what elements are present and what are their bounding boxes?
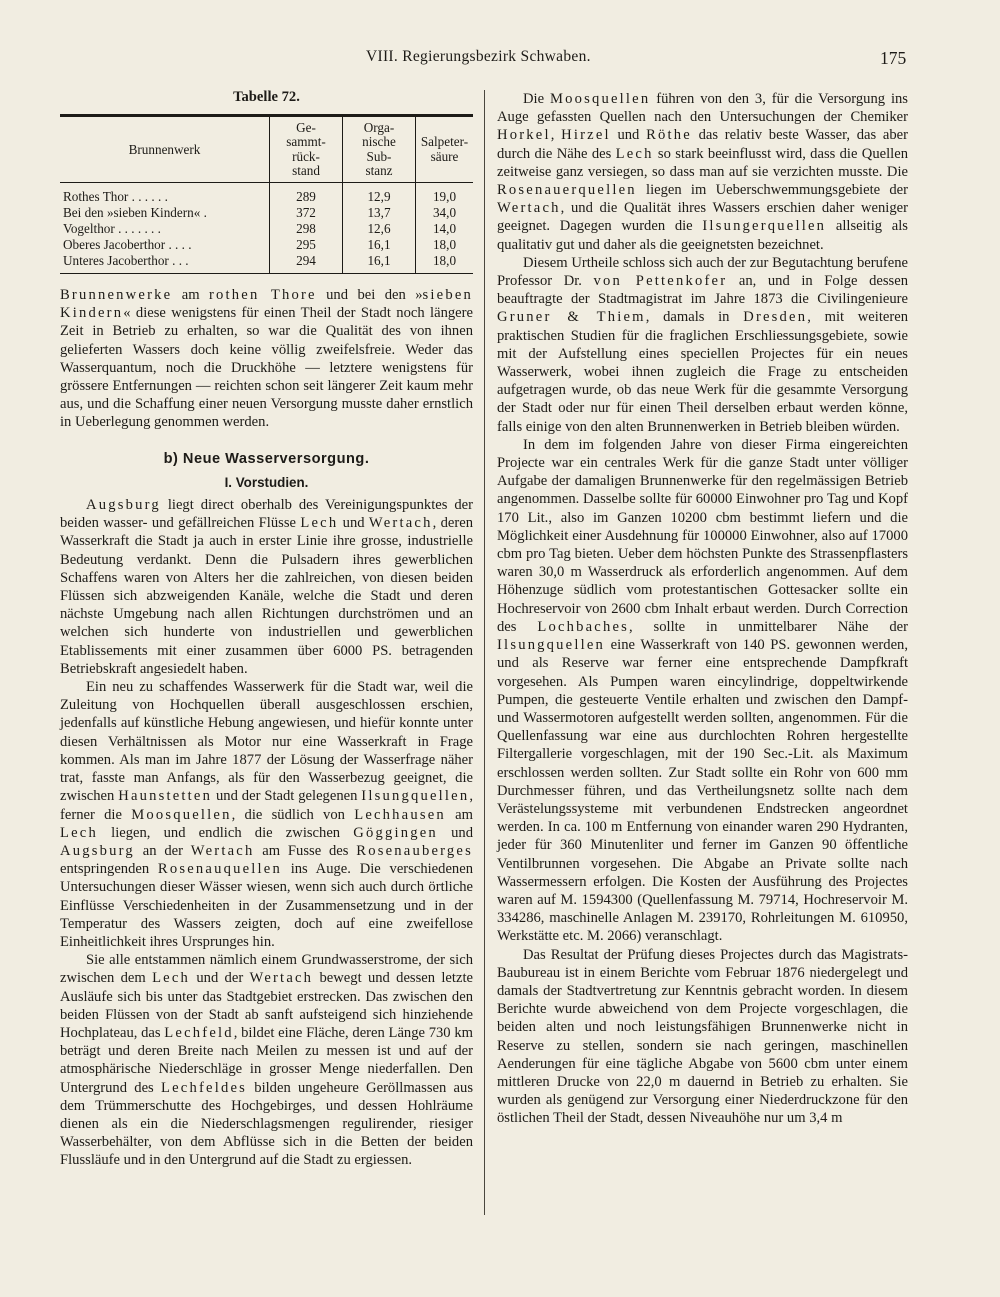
text-run: , bildet eine Fläche, deren Länge 730 km beträgt und deren Breite nach Meilen zu messen ist und auf der atmosphärische Niederschläge in grosser Menge niederfallen. Den Untergrund des [60,1024,473,1096]
text-run: In dem im folgenden Jahre von dieser Firma eingereichten Projecte war ein centrales Werk für die ganze Stadt unter völliger Aufgabe der damaligen Brunnenwerke für den regelmässigen Betrieb angenommen. Dasselbe sollte für 60000 Einwohner pro Tag und Kopf 170 Lit., also im Ganzen 10200 cbm bestimmt liefern und die Möglichkeit einer Ausdehnung für 100000 Einwohner, also auf 17000 cbm pro Tag bieten. Ueber dem höchsten Punkte des Strassenpflasters waren 30,0 m Wasserdruck als erforderlich angenommen. Auf dem Höhenzuge südlich vom protestantischen Gottesacker sollte ein Hochreservoir von 2600 cbm Inhalt erbaut werden. Durch Correction des [497,436,908,635]
text-run: und der [190,970,250,987]
spaced-term: Hirzel [561,127,611,144]
table-header-row [60,116,473,183]
text-run: bewegt und dessen letzte Ausläufe sich bis unter das Stadtgebiet erstrecken. Das zwischen den beiden Flüssen von der Stadt ab sanft aufsteigend sich hinziehende Hochplateau, das [60,970,473,1041]
cell-salpetersaeure: 14,0 [416,221,474,237]
text-run: bilden ungeheure Geröllmassen aus dem Trümmerschutte des Hochgebirges, und dessen Hohlräume dienen als ein die Niederschlagsmengen regulirender, riesiger Wasserbehälter, von dem Abflüsse sich in die Betten der beiden Flussläufe und in den Untergrund auf die Stadt zu ergiessen. [60,1079,474,1169]
spaced-term: Ilsungquellen [497,637,606,654]
right-column [497,90,908,1128]
cell-brunnenwerk: Vogelthor . . . . . . . [63,220,161,236]
spaced-term: Wertach [249,970,314,987]
column-header: Ge- sammt- rück- stand [270,116,343,183]
column-header: Brunnenwerk [60,116,270,183]
paragraph [60,286,473,432]
text-run: entspringenden [60,861,158,878]
text-run: und [610,127,647,144]
spaced-term: Rosenauberges [356,842,473,859]
text-run: so stark beeinflusst wird, dass die Quellen zeitweise ganz versiegen, so dass man auf sie verzichten musste. Die [497,145,908,180]
cell-organische-substanz: 16,1 [343,237,416,253]
text-run: Die [523,91,550,107]
spaced-term: Rosenauquellen [157,861,282,878]
text-run: Ein neu zu schaffendes Wasserwerk für die Stadt war, weil die Zuleitung von Hochquellen überall ausgeschlossen erschien, jedenfalls auf künstliche Hebung angewiesen, und hiefür konnte unter diesen Verhältnissen als Motor nur eine Wasserkraft in Frage kommen. Als man im Jahre 1877 der Lösung der Wasserfrage näher trat, fasste man Anfangs, als für den Wasserbezug geeignet, die zwischen [60,679,473,805]
spaced-term: Wertach [368,515,433,532]
spaced-term: Brunnenwerke [60,287,173,304]
cell-organische-substanz: 16,1 [343,253,416,274]
text-run: das relativ beste Wasser, das aber durch die Nähe des [497,127,909,162]
text-run: Diesem Urtheile schloss sich auch der zur Begutachtung berufene Professor Dr. [497,254,908,290]
paragraph [497,90,908,254]
spaced-term: Wertach [497,200,561,217]
left-column [60,88,473,1170]
cell-brunnenwerk: Rothes Thor . . . . . . [63,188,168,204]
text-run: am [445,806,473,823]
cell-organische-substanz: 13,7 [343,205,416,221]
text-run: , die südlich von [231,806,355,823]
spaced-term: Moosquellen [131,806,232,823]
spaced-term: Horkel [497,127,551,144]
spaced-term: von Pettenkofer [593,273,728,290]
cell-gesammtrueckstand: 289 [270,183,343,206]
spaced-term: Dresden [743,309,808,326]
text-run: allseitig als qualitativ gut und daher als die geeignetsten bezeichnet. [497,218,908,253]
text-run: , und die Qualität ihres Wassers erschien daher weniger geeignet. Dagegen wurden die [497,200,908,235]
spaced-term: Lech [300,515,339,532]
paragraph [497,254,908,436]
text-run: am Fusse des [254,842,357,859]
column-header: Salpeter- säure [416,116,474,183]
spaced-term: Lechfeld [164,1024,234,1041]
text-run: und [338,515,369,532]
table-row [60,237,473,253]
spaced-term: Ilsungquellen [361,788,470,805]
spaced-term: Lechfeldes [161,1079,248,1096]
text-run: « diese wenigstens für einen Theil der Stadt noch längere Zeit in Betrieb zu erhalten, so war die Qualität des von ihnen gelieferten Wassers doch keine völlig zweifelsfreie. Weder das Wasserquantum, noch die Druckhöhe — letztere wenigstens für grössere Entfernungen — reichten schon seit längerer Zeit kaum mehr aus, und die Schaffung einer neuen Versorgung musste daher ernstlich in Ueberlegung genommen werden. [60,305,473,431]
cell-salpetersaeure: 34,0 [416,205,474,221]
text-run: liegen im Ueberschwemmungsgebiete der [636,182,908,199]
spaced-term: Rosenauerquellen [497,182,637,199]
column-divider [484,90,485,1215]
cell-brunnenwerk: Oberes Jacoberthor . . . . [63,236,192,252]
text-run: liegt direct oberhalb des Vereinigungspunktes der beiden wasser- und gefällreichen Flüsse [60,497,473,532]
text-run: ins Auge. Die verschiedenen Untersuchungen dieser Wässer wiesen, wenn sich auch durch örtliche Einflüsse Verschiedenheiten in der Zusammensetzung und in der Temperatur des Wassers zeigten, doch auf eine zweifellose Einheitlichkeit ihres Ursprunges hin. [60,861,473,950]
subsection-heading: I. Vorstudien. [224,474,309,490]
spaced-term: Lech [615,145,654,162]
cell-gesammtrueckstand: 295 [270,237,343,253]
cell-brunnenwerk: Unteres Jacoberthor . . . [63,252,189,268]
spaced-term: Röthe [646,127,692,144]
text-run: am [172,287,209,304]
paragraph [60,951,473,1169]
spaced-term: Moosquellen [549,91,651,107]
cell-gesammtrueckstand: 298 [270,221,343,237]
text-run: , ferner die [60,788,473,823]
running-header: VIII. Regierungsbezirk Schwaben. [366,48,591,65]
cell-salpetersaeure: 18,0 [416,253,474,274]
table-row [60,221,473,237]
text-run: , deren Wasserkraft die Stadt ja auch in erster Linie ihre grosse, industrielle Bedeutung verdankt. Denn die Pulsadern ihres gewerblichen Schaffens waren von Alters her die zahlreichen, von diesen beiden Flüssen sich abzweigenden Kanäle, welche die Stadt und deren nächste Umgebung nach allen Richtungen durchströmen und an welchen sich hunderte von industriellen und gewerblichen Etablissements mit einer zusammen über 6000 PS. betragenden Betriebskraft angesiedelt haben. [60,515,473,677]
spaced-term: Augsburg [60,842,135,859]
spaced-term: rothen Thore [209,287,317,304]
spaced-term: Haunstetten [118,788,213,805]
spaced-term: Wertach [190,842,255,859]
paragraph [60,496,473,678]
text-run: an, und in Folge dessen beauftragte der Stadtmagistrat im Jahre 1873 die Civilingenieure [497,273,908,308]
cell-gesammtrueckstand: 294 [270,253,343,274]
spaced-term: Augsburg [86,497,161,514]
text-run: , mit weiteren praktischen Studien für die fraglichen Erschliessungsgebiete, sowie mit der Aufstellung eines speciellen Projectes für ein neues Wasserwerk, wobei ihnen zugleich die Frage zu entscheiden aufgetragen wurde, ob das neue Werk für die gesammte Versorgung der Stadt oder nur für einen Theil derselben erbaut werden könne, falls einige von den alten Brunnenwerken in Betrieb bleiben würden. [497,309,908,435]
cell-brunnenwerk: Bei den »sieben Kindern« . [63,204,207,220]
spaced-term: sieben Kindern [60,287,473,322]
spaced-term: Lech [60,824,98,841]
spaced-term: Ilsungerquellen [702,218,827,235]
spaced-term: Lochbaches [537,618,630,635]
text-run: , [550,127,562,144]
spaced-term: Gruner & Thiem [497,309,646,326]
cell-salpetersaeure: 18,0 [416,237,474,253]
cell-organische-substanz: 12,9 [343,183,416,206]
table-row [60,253,473,274]
spaced-term: Lechhausen [354,806,446,823]
paragraph [497,436,908,946]
text-run: führen von den 3, für die Versorgung ins Auge gefassten Quellen nach den Untersuchungen der Chemiker [497,91,908,126]
spaced-term: Lech [152,970,191,987]
paragraph [60,678,473,951]
cell-salpetersaeure: 19,0 [416,183,474,206]
page-number: 175 [880,48,907,68]
text-run: liegen, und endlich die zwischen [97,824,354,841]
text-run: und bei den » [316,287,423,304]
paragraph: Das Resultat der Prüfung dieses Projectes durch das Magistrats-Baubureau ist in einem Berichte vom Februar 1876 niedergelegt und damals der Stadtvertretung zur Kenntnis gebracht worden. In diesem Berichte wurde abweichend von dem Projecte vorgeschlagen, die beiden alten und noch leistungsfähigen Brunnenwerke nicht in Reserve zu stellen, sondern sie nach geringen, maschinellen Aenderungen für eine tägliche Abgabe von 5600 cbm unter einem mittleren Drucke von 22,0 m dauernd in Betrieb zu erhalten. Sie wurden als genügend zur Versorgung einer Niederdruckzone für den östlichen Theil der Stadt, dessen Niveauhöhe nur um 3,4 m [497,946,908,1127]
text-run: Sie alle entstammen nämlich einem Grundwasserstrome, der sich zwischen dem [60,952,473,987]
cell-gesammtrueckstand: 372 [270,205,343,221]
text-run: , sollte in unmittelbarer Nähe der [629,618,908,635]
spaced-term: Göggingen [353,824,438,841]
text-run: an der [134,842,191,859]
table-row [60,205,473,221]
text-run: und [437,824,473,841]
table-title: Tabelle 72. [233,89,300,105]
cell-organische-substanz: 12,6 [343,221,416,237]
text-run: und der Stadt gelegenen [212,788,362,805]
water-analysis-table [60,114,473,274]
column-header: Orga- nische Sub- stanz [343,116,416,183]
table-row [60,183,473,206]
text-run: eine Wasserkraft von 140 PS. gewonnen werden, und als Reserve war ferner eine entsprechende Dampfkraft vorgesehen. Als Pumpen waren eincylindrige, doppeltwirkende Pumpen, die gesteuerte Ventile erhalten und zwischen den Dampf- und Wassermotoren aufgestellt werden sollten, angenommen. Für die Quellenfassung war eine aus durchlochten Rohren hergestellte Filtergallerie vorgeschlagen, mit der 190 Sec.-Lit. als Maximum erschlossen werden sollten. Zur Stadt sollte ein Rohr von 600 mm Durchmesser führen, und das Vertheilungsnetz sollte nach dem Verästelungssysteme mit verbundenen Endstrecken angeordnet werden. In ca. 100 m Entfernung von einander waren 290 Hydranten, jeder für 360 Minutenliter und ferner im Ganzen 90 öffentliche Ventilbrunnen vorgesehen. Die Abgabe an Private sollte nach Wassermessern erfolgen. Die Kosten der Ausführung des Projectes waren auf M. 1594300 (Quellenfassung M. 79714, Hochreservoir M. 334286, maschinelle Anlagen M. 239170, Rohrleitungen M. 610950, Werkstätte etc. M. 2066) veranschlagt. [497,637,908,945]
text-run: , damals in [645,309,744,326]
section-heading: b) Neue Wasserversorgung. [163,450,370,467]
